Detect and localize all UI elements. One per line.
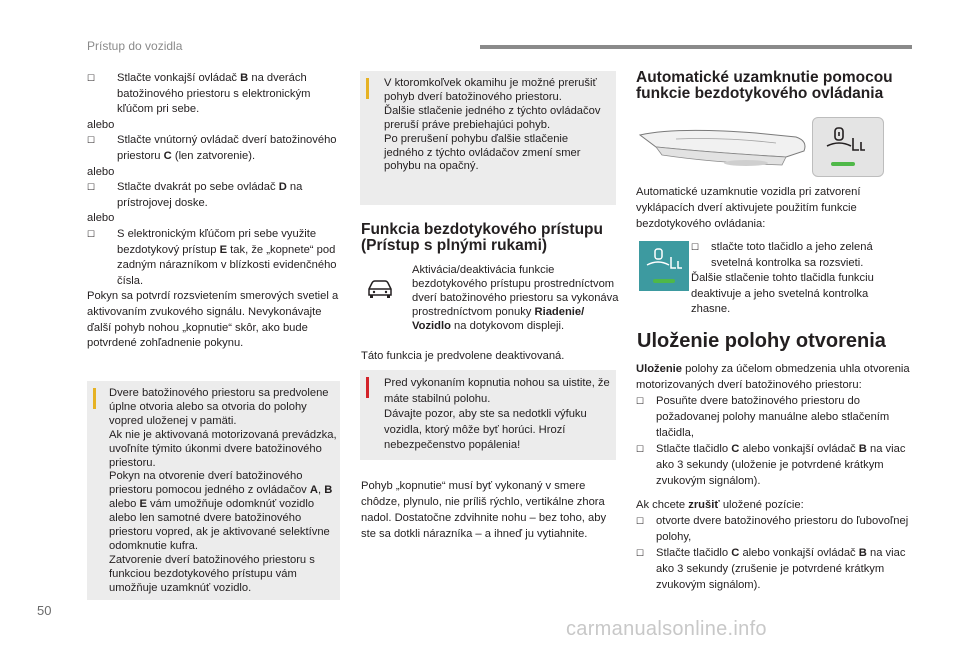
handsfree-heading: Funkcia bezdotykového prístupu (Prístup s plnými rukami) — [361, 221, 603, 254]
save-position-text: Uloženie polohy za účelom obmedzenia uhla otvorenia motorizovaných dverí batožinového priestoru: ☐ Posuňte dvere batožinového priestoru do požadovanej polohy manuálne alebo stlačením tlačidla, ☐ Stlačte tlačidlo C alebo vonkajší ovládač B na viac ako 3 sekundy (uloženie je potvrdené krátkym zvukovým signálom). Ak chcete zrušiť uložené pozície: ☐ otvorte dvere batožinového priestoru do ľubovoľnej polohy, ☐ Stlačte tlačidlo C alebo vonkajší ovládač B na viac ako 3 sekundy (zrušenie je potvrdené krátkym zvukovým signálom). — [636, 363, 910, 591]
info-marker-icon — [366, 78, 369, 99]
col1-text — [87, 71, 342, 352]
confirmation-paragraph: Pokyn sa potvrdí rozsvietením smerových svetiel a aktivovaním zvukového signálu. Nevykonávajte ďalší pohyb nohou „kopnutie“ skôr, ako bude potvrdené zohľadnenie pokynu. — [87, 290, 339, 350]
checkbox-icon: ☐ — [87, 73, 96, 83]
info-box-1 — [87, 381, 340, 600]
auto-lock-button-icon — [812, 117, 884, 177]
header-bar — [480, 45, 912, 49]
info-box-2 — [360, 71, 616, 205]
checkbox-icon: ☐ — [636, 548, 645, 558]
bullet-3: ☐ Stlačte dvakrát po sebe ovládač D na prístrojovej doske. — [87, 181, 303, 209]
warning-box-text: Pred vykonaním kopnutia nohou sa uistite, že máte stabilnú polohu. Dávajte pozor, aby ste sa nedotkli výfuku vozidla, ktorý môže byť horúci. Hrozí nebezpečenstvo popálenia! — [384, 377, 610, 452]
checkbox-icon: ☐ — [636, 396, 645, 406]
info-marker-icon — [93, 388, 96, 409]
or-label: alebo — [87, 212, 115, 225]
bullet-2: ☐ Stlačte vnútorný ovládač dverí batožinového priestoru C (len zatvorenie). — [87, 134, 337, 162]
checkbox-icon: ☐ — [87, 182, 96, 193]
info-box-2-text: V ktoromkoľvek okamihu je možné prerušiť pohyb dverí batožinového priestoru. Ďalšie stlačenie jedného z týchto ovládačov preruší práve prebiehajúci pohyb. Po prerušení pohybu ďalšie stlačenie jedného z týchto ovládačov zmení smer pohybu na opačný. — [384, 77, 601, 173]
page-number: 50 — [37, 603, 52, 618]
auto-lock-key-icon — [639, 241, 689, 291]
warning-marker-icon — [366, 377, 369, 398]
section-title: Prístup do vozidla — [87, 39, 183, 53]
bullet-4: ☐ S elektronickým kľúčom pri sebe využite bezdotykový prístup E tak, že „kopnete“ pod zadným nárazníkom v blízkosti evidenčného čísla. — [87, 227, 337, 287]
tailgate-illustration — [636, 117, 886, 179]
handsfree-menu-text: Aktivácia/deaktivácia funkcie bezdotykového prístupu prostredníctvom dverí batožinového priestoru sa vykonáva prostredníctvom ponuky Riadenie/ Vozidlo na dotykovom displeji. — [412, 264, 619, 332]
info-box-1-text: Dvere batožinového priestoru sa predvolene úplne otvoria alebo sa otvoria do polohy vopred uloženej v pamäti. Ak nie je aktivovaná motorizovaná prevádzka, uvoľníte týmito úkonmi dvere batožinového priestoru. Pokyn na otvorenie dverí batožinového priestoru pomocou jedného z ovládačov A, B alebo E vám umožňuje odomknúť vozidlo alebo len samotné dvere batožinového priestoru vopred, ak je aktivované selektívne odomknutie kufra. Zatvorenie dverí batožinového priestoru s funkciou bezdotykového prístupu vám umožňuje uzamknúť vozidlo. — [109, 387, 337, 594]
or-label: alebo — [87, 165, 115, 178]
car-outline-icon — [366, 278, 394, 300]
or-label: alebo — [87, 118, 115, 131]
default-off-text: Táto funkcia je predvolene deaktivovaná. — [361, 350, 565, 362]
kick-instructions: Pohyb „kopnutie“ musí byť vykonaný v smere chôdze, plynulo, nie príliš rýchlo, vertikálne zhora nadol. Dostatočne zdvihnite nohu – bez toho, aby ste sa dotkli nárazníka – a ihneď ju vytiahnite. — [361, 480, 607, 540]
auto-lock-heading: Automatické uzamknutie pomocou funkcie bezdotykového ovládania — [636, 69, 893, 102]
watermark: carmanualsonline.info — [566, 618, 767, 640]
checkbox-icon: ☐ — [636, 444, 645, 454]
checkbox-icon: ☐ — [87, 135, 96, 146]
checkbox-icon: ☐ — [87, 228, 96, 239]
save-position-heading: Uloženie polohy otvorenia — [637, 330, 886, 352]
checkbox-icon: ☐ — [691, 242, 700, 252]
auto-lock-text: Automatické uzamknutie vozidla pri zatvorení vyklápacích dverí aktivujete použitím funkcie bezdotykového ovládania: — [636, 186, 861, 230]
warning-box — [360, 370, 616, 460]
bullet-1: ☐ Stlačte vonkajší ovládač B na dverách batožinového priestoru s elektronickým kľúčom pri sebe. — [87, 72, 311, 116]
checkbox-icon: ☐ — [636, 516, 645, 526]
press-button-text: ☐ stlačte toto tlačidlo a jeho zelená svetelná kontrolka sa rozsvieti. Ďalšie stlačenie tohto tlačidla funkciu deaktivuje a jeho svetelná kontrolka zhasne. — [691, 241, 874, 316]
